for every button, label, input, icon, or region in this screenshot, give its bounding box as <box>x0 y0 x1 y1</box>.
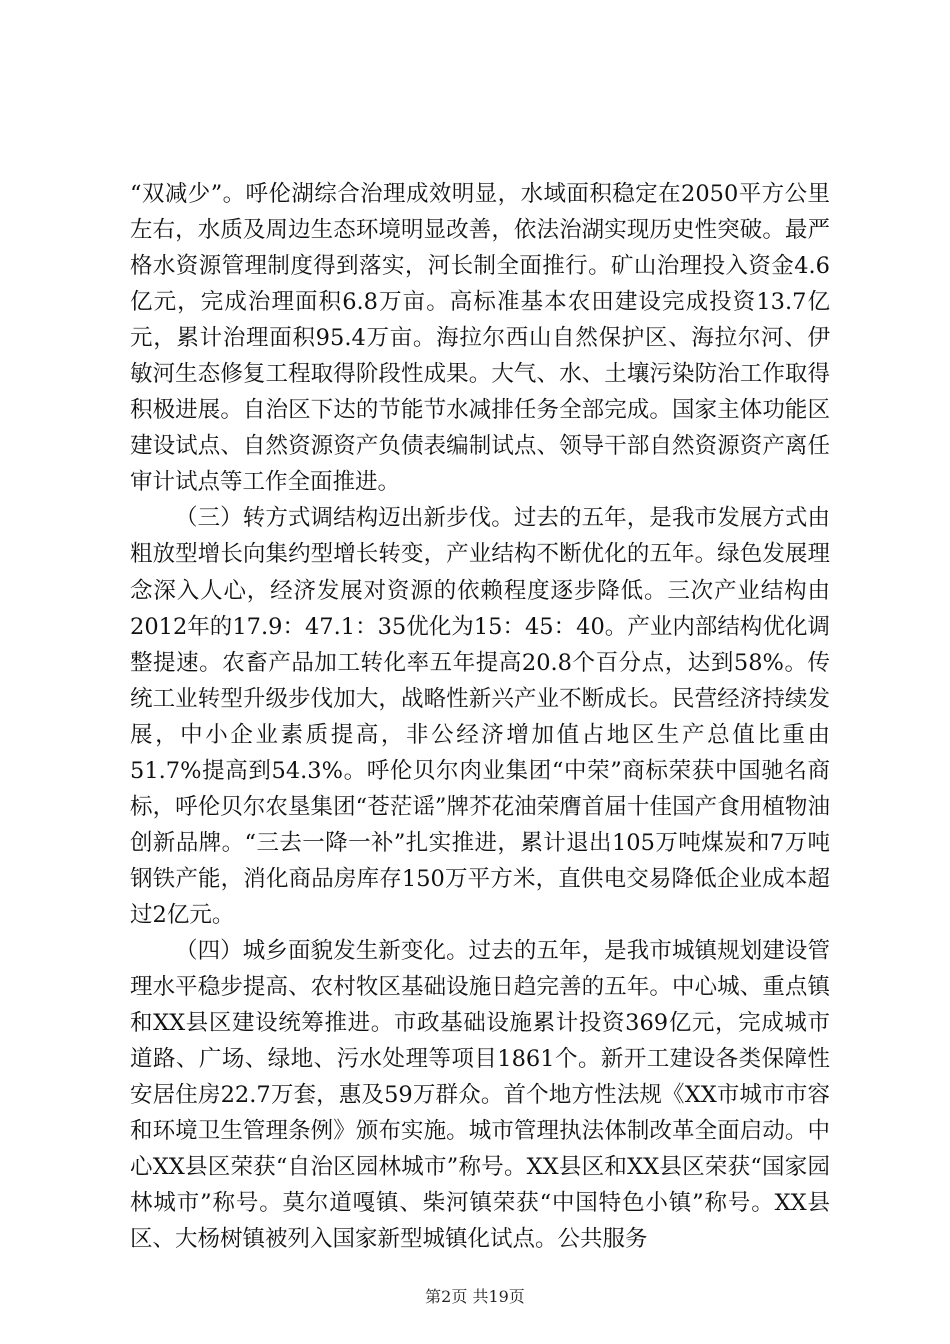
paragraph-ecology: “双减少”。呼伦湖综合治理成效明显，水域面积稳定在2050平方公里左右，水质及周边生态环境明显改善，依法治湖实现历史性突破。最严格水资源管理制度得到落实，河长制全面推行。矿山治理投入资金4.6亿元，完成治理面积6.8万亩。高标准基本农田建设完成投资13.7亿元，累计治理面积95.4万亩。海拉尔西山自然保护区、海拉尔河、伊敏河生态修复工程取得阶段性成果。大气、水、土壤污染防治工作取得积极进展。自治区下达的节能节水减排任务全部完成。国家主体功能区建设试点、自然资源资产负债表编制试点、领导干部自然资源资产离任审计试点等工作全面推进。 <box>130 181 830 496</box>
page-number-footer: 第2页 共19页 <box>425 1287 525 1306</box>
paragraph-structure-transformation: （三）转方式调结构迈出新步伐。过去的五年，是我市发展方式由粗放型增长向集约型增长转变，产业结构不断优化的五年。绿色发展理念深入人心，经济发展对资源的依赖程度逐步降低。三次产业结构由2012年的17.9：47.1：35优化为15：45：40。产业内部结构优化调整提速。农畜产品加工转化率五年提高20.8个百分点，达到58%。传统工业转型升级步伐加大，战略性新兴产业不断成长。民营经济持续发展，中小企业素质提高，非公经济增加值占地区生产总值比重由51.7%提高到54.3%。呼伦贝尔肉业集团“中荣”商标荣获中国驰名商标，呼伦贝尔农垦集团“苍茫谣”牌芥花油荣膺首届十佳国产食用植物油创新品牌。“三去一降一补”扎实推进，累计退出105万吨煤炭和7万吨钢铁产能，消化商品房库存150万平方米，直供电交易降低企业成本超过2亿元。 <box>130 505 830 928</box>
document-body <box>130 176 830 1257</box>
paragraph-urban-rural: （四）城乡面貌发生新变化。过去的五年，是我市城镇规划建设管理水平稳步提高、农村牧区基础设施日趋完善的五年。中心城、重点镇和XX县区建设统筹推进。市政基础设施累计投资369亿元，完成城市道路、广场、绿地、污水处理等项目1861个。新开工建设各类保障性安居住房22.7万套，惠及59万群众。首个地方性法规《XX市城市市容和环境卫生管理条例》颁布实施。城市管理执法体制改革全面启动。中心XX县区荣获“自治区园林城市”称号。XX县区和XX县区荣获“国家园林城市”称号。莫尔道嘎镇、柴河镇荣获“中国特色小镇”称号。XX县区、大杨树镇被列入国家新型城镇化试点。公共服务 <box>130 937 830 1253</box>
